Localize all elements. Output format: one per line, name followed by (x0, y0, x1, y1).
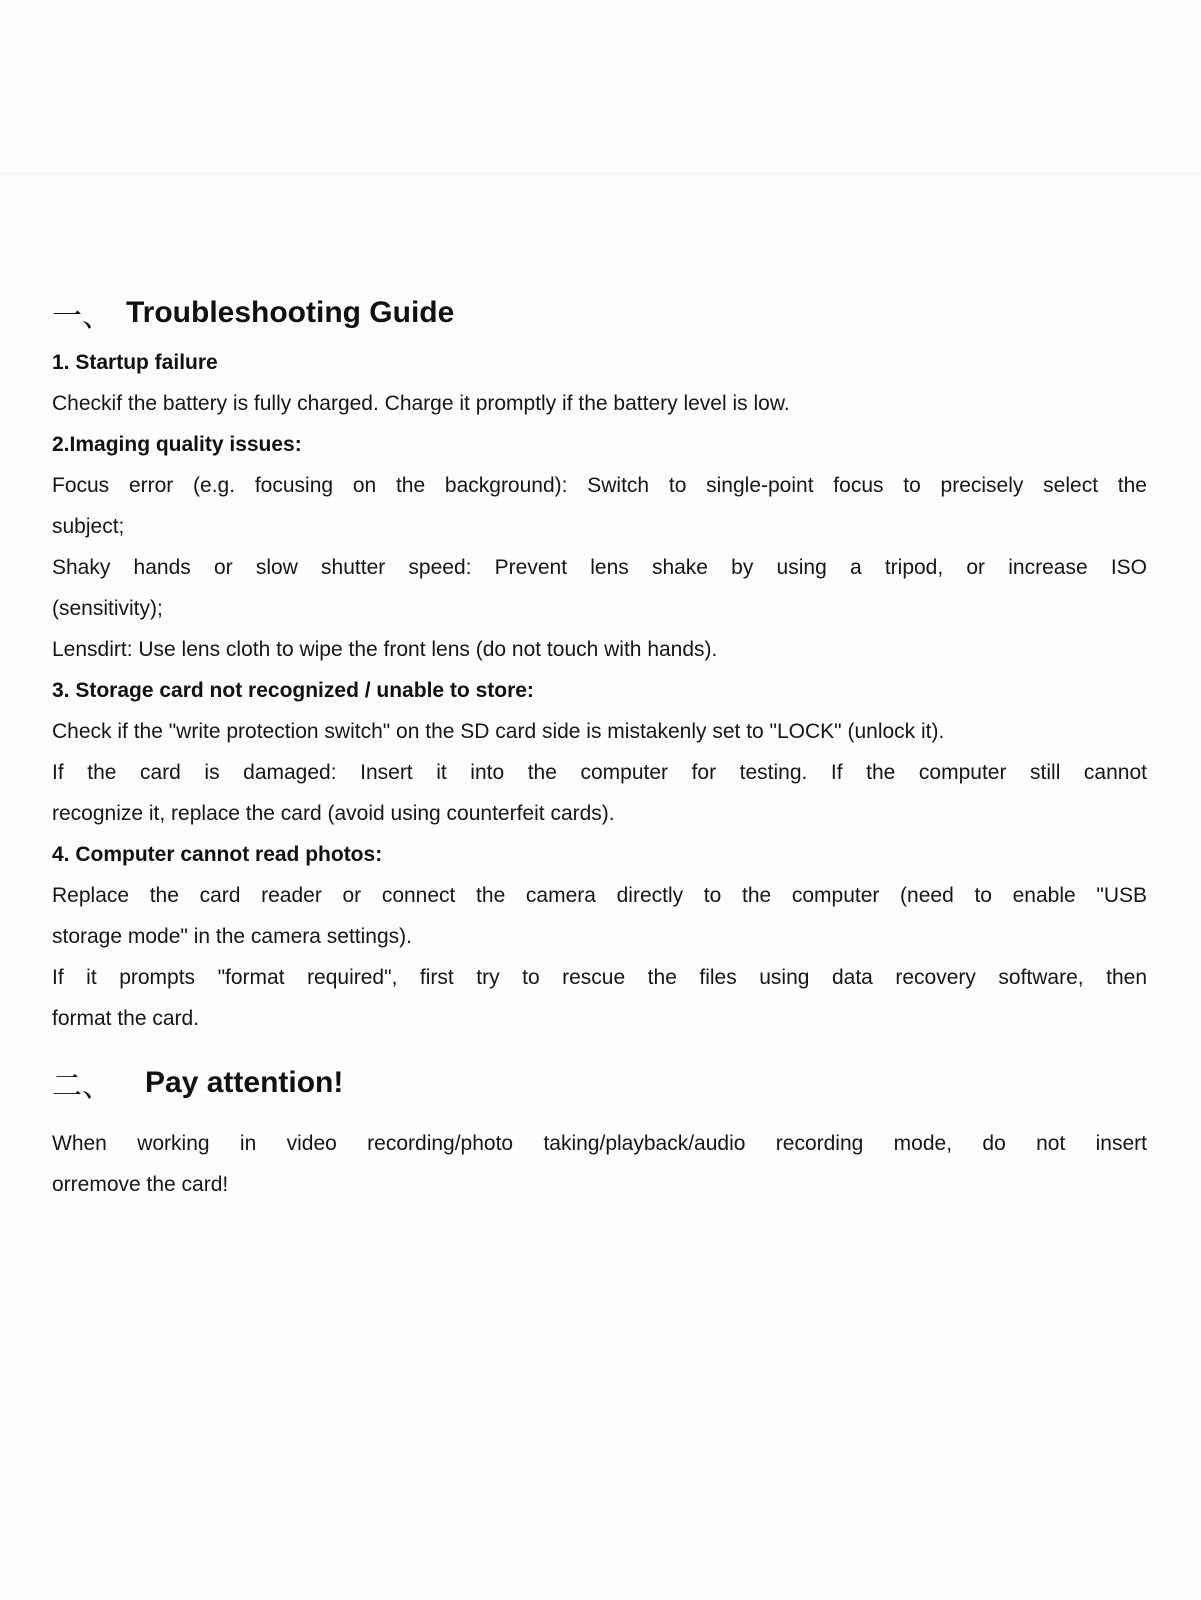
paragraph-line: orremove the card! (52, 1173, 229, 1196)
page-divider (0, 173, 1201, 174)
paragraph-line: If the card is damaged: Insert it into the computer for testing. If the computer still cannot (52, 761, 1147, 784)
subheading-startup-failure: 1. Startup failure (52, 351, 218, 374)
paragraph-line: subject; (52, 515, 125, 538)
section-title: Troubleshooting Guide (126, 296, 455, 329)
section-number: 二、 (52, 1069, 112, 1104)
section-title: Pay attention! (145, 1066, 344, 1099)
page-content (52, 284, 1147, 1205)
section-heading-troubleshooting (52, 284, 1147, 342)
paragraph-line: When working in video recording/photo taking/playback/audio recording mode, do not insert (52, 1132, 1147, 1155)
paragraph-line: Lensdirt: Use lens cloth to wipe the front lens (do not touch with hands). (52, 638, 718, 661)
subheading-computer-read: 4. Computer cannot read photos: (52, 843, 383, 866)
paragraph-line: Focus error (e.g. focusing on the background): Switch to single-point focus to precisely select the (52, 474, 1147, 497)
section-number: 一、 (52, 299, 112, 334)
paragraph-line: storage mode" in the camera settings). (52, 925, 412, 948)
paragraph-line: Replace the card reader or connect the camera directly to the computer (need to enable "USB (52, 884, 1147, 907)
paragraph-line: (sensitivity); (52, 597, 163, 620)
paragraph-line: Shaky hands or slow shutter speed: Prevent lens shake by using a tripod, or increase ISO (52, 556, 1147, 579)
section-heading-attention (52, 1053, 1147, 1113)
paragraph-line: Checkif the battery is fully charged. Charge it promptly if the battery level is low. (52, 392, 790, 415)
paragraph-line: If it prompts "format required", first try to rescue the files using data recovery software, then (52, 966, 1147, 989)
subheading-imaging-quality: 2.Imaging quality issues: (52, 433, 302, 456)
paragraph-line: Check if the "write protection switch" on the SD card side is mistakenly set to "LOCK" (unlock it). (52, 720, 945, 743)
paragraph-line: format the card. (52, 1007, 200, 1030)
paragraph-line: recognize it, replace the card (avoid using counterfeit cards). (52, 802, 615, 825)
subheading-storage-card: 3. Storage card not recognized / unable to store: (52, 679, 534, 702)
